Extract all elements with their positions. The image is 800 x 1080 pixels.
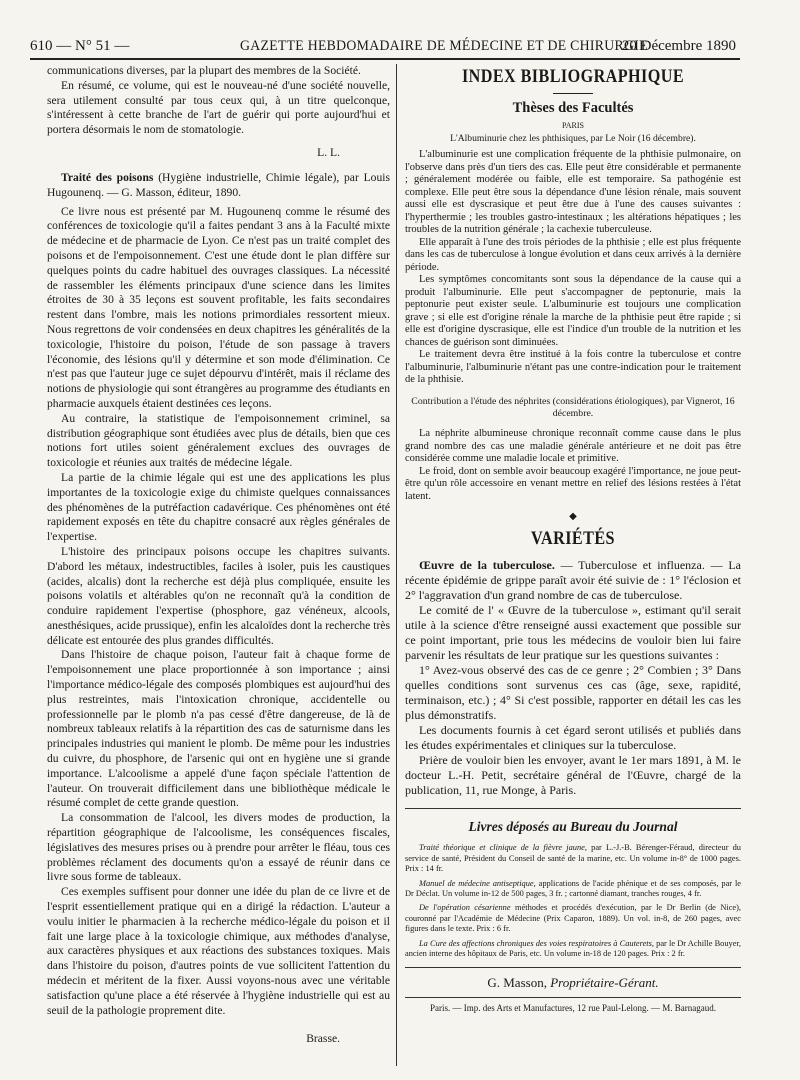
review-citation: (Hygiène industrielle, Chimie légale), par Louis Hugounenq. — G. Masson, éditeur, 1890. [47, 170, 390, 199]
paragraph: Les symptômes concomitants sont sous la dépendance de la cause qui a produit l'albuminurie. Elle peut s'accompagner de peptonurie, mais la peptonurie peut exister seule. L'albuminurie est toujours une complication grave ; si elle est d'origine rénale la marche de la phthisie peut être rapide ; si elle est d'origine dyscrasique, elle est l'indice d'un trouble de la nutrition et les chances de guérison sont diminuées. [405, 274, 741, 348]
paragraph: L'albuminurie est une complication fréquente de la phthisie pulmonaire, on l'observe dans près d'un tiers des cas. Elle peut être considérable et permanente ; généralement modérée ou faible, elle est temporaire. Sa pathogénie est complexe. Elle peut être sous la dépendance d'une lésion rénale, mais souvent aussi elle est dyscrasique et peut être due à l'une des causes suivantes : l'hyperthermie ; les troubles gastro-intestinaux ; les altérations hépatiques ; les troubles de la nutrition générale ; la cachexie tuberculeuse. [405, 149, 741, 235]
paragraph: Le froid, dont on semble avoir beaucoup exagéré l'importance, ne joue peut-être qu'un rôle accessoire en venant mettre en relief des lésions restées à l'état latent. [405, 465, 741, 502]
paragraph: En résumé, ce volume, qui est le nouveau-né d'une société nouvelle, sera utilement consulté par tous ceux qui, à un titre quelconque, s'intéressent à cette branche de l'art de guérir qui porte aujourd'hui et portera désormais le nom de stomatologie. [47, 78, 390, 137]
book-details: par L.-J.-B. Bérenger-Féraud, directeur du service de santé, Président du Conseil de santé de la marine, etc. Un volume in-8° de 1000 pages. Prix : 14 fr. [405, 843, 741, 874]
varietes-lead-title: Œuvre de la tuberculose. [419, 558, 555, 573]
section-title-livres: Livres déposés au Bureau du Journal [468, 819, 678, 835]
paragraph: Dans l'histoire de chaque poison, l'auteur fait à chaque forme de l'empoisonnement une place proportionnée à son importance ; ainsi l'importance médico-légale des composés plombiques est aujourd'hui des plus restreintes, mais l'intoxication chronique, accidentelle ou professionnelle par le plomb n'a pas cessé d'être dangereuse, de là de nombreux tableaux relatifs à la répartition des cas de saturnisme dans les principales industries qui manient le plomb. De même pour les industries du cuivre, du phosphore, de l'arsenic qui ont en hygiène une si grande importance. L'alcoolisme a appelé d'une façon spéciale l'attention de l'auteur. On trouverait difficilement dans une bibliothèque médicale le résumé complet de cette grande question. [47, 648, 390, 810]
paragraph: Le comité de l' « Œuvre de la tuberculose », estimant qu'il serait utile à la science d'être renseigné aussi exactement que possible sur ce point important, prie tous les médecins de vouloir bien lui faire parvenir les résultats de leur pratique sur les questions suivantes : [405, 603, 741, 663]
book-details: applications de l'acide phénique et de ses composés, par le Dr Déclat. Un volume in-12 de 500 pages, 3 fr. ; cartonné diamant, tranches rouges, 4 fr. [405, 878, 742, 898]
paragraph: Au contraire, la statistique de l'empoisonnement criminel, sa distribution géographique sont étudiées avec plus de détails, bien que ces notions fort utiles soient généralement exclues des ouvrages de toxicologie et réunies aux traités de médecine légale. [47, 411, 390, 470]
page-number: 610 — N° 51 — [30, 38, 130, 54]
review-heading [47, 171, 390, 201]
paragraph: La néphrite albumineuse chronique reconnaît comme cause dans le plus grand nombre des cas une maladie générale antérieure et ne doit pas être considérée comme une maladie locale et primitive. [405, 428, 741, 465]
right-column [405, 64, 741, 1013]
paragraph: La consommation de l'alcool, les divers modes de production, la répartition géographique de l'alcoolisme, les conséquences fiscales, législatives des mesures prises ou à prendre pour arrêter le fléau, tous ces problèmes réclament des documents qu'on a essayé de réunir dans ce livre sous forme de tableaux. [47, 811, 390, 884]
thesis-title: Contribution a l'étude des néphrites (considérations étiologiques), par Vignerot, 16 décembre. [411, 395, 735, 419]
short-rule [553, 93, 593, 94]
paragraph: Ce livre nous est présenté par M. Hugounenq comme le résumé des conférences de toxicologie qu'il a faites pendant 3 ans à la Faculté mixte de médecine et de pharmacie de Lyon. Ce n'est pas un traité complet des poisons et de l'empoisonnement. C'est une étude dont le plan diffère sur quelques points du cadre habituel des ouvrages classiques. La nécessité de rassembler les éléments principaux d'une science dans les limites étroites de 30 à 35 leçons est souvent profitable, les faits secondaires restent dans l'ombre, mais les notions primordiales ressortent mieux. Nous regrettons de voir condensées en deux chapitres les généralités de la toxicologie, l'histoire du poison, l'étude de son passage à travers l'économie, des lésions qu'il y détermine et son mode d'élimination. Ce n'est pas que l'auteur juge ce sujet dépourvu d'intérêt, mais il réclame des notions de physiologie qui sont étrangères au programme des étudiants en pharmacie auxquels étaient destinées ces leçons. [47, 204, 390, 410]
books-section [405, 808, 741, 959]
paragraph: Elle apparaît à l'une des trois périodes de la phthisie ; elle est plus fréquente dans les cas de tuberculose à longue évolution et dans ceux arrivés à la dernière période. [405, 236, 741, 273]
publisher-name: G. Masson, [487, 975, 547, 991]
section-title-theses: Thèses des Facultés [512, 100, 634, 116]
book-details: par le Dr Achille Bouyer, ancien interne des hôpitaux de Paris, etc. Un volume in-18 de 120 pages. Prix : 2 fr. [405, 938, 741, 958]
imprint-line: Paris. — Imp. des Arts et Manufactures, 12 rue Paul-Lelong. — M. Barnagaud. [405, 997, 741, 1013]
varietes-lead-text: — Tuberculose et influenza. — La récente épidémie de grippe paraît avoir été suivie de : 1° l'éclosion et 2° l'aggravation d'un grand nombre de cas de tuberculose. [405, 558, 741, 603]
publisher-role: Propriétaire-Gérant. [550, 975, 659, 991]
paragraph: L'histoire des principaux poisons occupe les chapitres suivants. D'abord les métaux, indestructibles, faciles à isoler, puis les caustiques (acides, alcalis) dont la recherche est déjà plus compliquée, ensuite les poisons volatils et altérables qu'on ne reconnaît qu'à la condition de conduire rapidement l'expertise (phosphore, gaz vénéneux, alcools, anesthésiques, acide prussique), enfin les alcaloïdes dont la recherche très délicate est entourée des plus grandes difficultés. [47, 544, 390, 647]
book-title: La Cure des affections chroniques des voies respiratoires à Cauterets, [419, 938, 654, 948]
book-title: De l'opération césarienne [419, 903, 511, 913]
paragraph: Le traitement devra être institué à la fois contre la tuberculose et contre l'albuminurie, l'albuminurie n'étant pas une contre-indication pour le traitement de la phthisie. [405, 349, 741, 385]
book-entry [405, 843, 741, 874]
column-divider [396, 64, 397, 1066]
issue-date: 20 Décembre 1890 [621, 38, 736, 54]
varietes-lead [405, 558, 741, 603]
publisher-line [405, 967, 741, 991]
review-title: Traité des poisons [61, 170, 154, 184]
diamond-ornament: ◆ [569, 511, 577, 523]
book-entry [405, 879, 741, 900]
paragraph: communications diverses, par la plupart des membres de la Société. [47, 64, 361, 77]
paragraph: La partie de la chimie légale qui est une des applications les plus importantes de la toxicologie exige du chimiste quelques connaissances des phénomènes de la putréfaction cadavérique. Ces phénomènes ont été rapidement exposés en tête du chapitre consacré aux règles générales de l'expertise. [47, 470, 390, 544]
paragraph: Prière de vouloir bien les envoyer, avant le 1er mars 1891, à M. le docteur L.-H. Petit, secrétaire général de l'Œuvre, chargé de la publication, 11, rue Monge, à Paris. [405, 753, 741, 798]
paragraph: Les documents fournis à cet égard seront utilisés et publiés dans les études expérimentales et cliniques sur la tuberculose. [405, 723, 741, 753]
book-details: méthodes et procédés d'exécution, par le Dr Berlin (de Nice), couronné par l'Académie de Médecine (Prix Caparon, 1889). Un vol. in-8, de 260 pages, avec figures dans le texte. Prix : 6 fr. [405, 903, 742, 934]
signature: L. L. [317, 145, 340, 159]
section-title-varietes: VARIÉTÉS [531, 528, 615, 550]
section-title-index: INDEX BIBLIOGRAPHIQUE [461, 66, 685, 87]
book-entry [405, 903, 741, 934]
book-title: Manuel de médecine antiseptique, [419, 878, 536, 888]
city-heading: PARIS [562, 121, 584, 130]
left-column [47, 64, 390, 1057]
thesis-title: L'Albuminurie chez les phthisiques, par Le Noir (16 décembre). [450, 133, 696, 144]
signature: Brasse. [306, 1032, 340, 1046]
paragraph: 1° Avez-vous observé des cas de ce genre ; 2° Combien ; 3° Dans quelles conditions sont survenus ces cas (âge, sexe, rapidité, terminaison, etc.) ; 4° Si c'est possible, rapporter en détail les cas les plus démonstratifs. [405, 663, 741, 723]
journal-title: GAZETTE HEBDOMADAIRE DE MÉDECINE ET DE CHIRURGIE [240, 38, 648, 54]
book-title: Traité théorique et clinique de la fièvre jaune, [419, 843, 587, 853]
page-header [30, 38, 740, 60]
paragraph: Ces exemples suffisent pour donner une idée du plan de ce livre et de l'esprit essentiellement pratique qui en a dirigé la rédaction. L'auteur a voulu initier le pharmacien à la recherche médico-légale du poison et il fait une large place à la toxicologie chimique, aux méthodes d'analyse, aux caractères physiques et aux réactions des substances toxiques. Mais dans l'histoire du poison, d'autres points de vue sollicitent l'attention du médecin et méritent de la fixer. Aussi voyons-nous avec une véritable satisfaction qu'une place a été réservée à l'hygiène industrielle qui est au seuil de la pathologie proprement dite. [47, 885, 390, 1017]
book-entry [405, 939, 741, 960]
